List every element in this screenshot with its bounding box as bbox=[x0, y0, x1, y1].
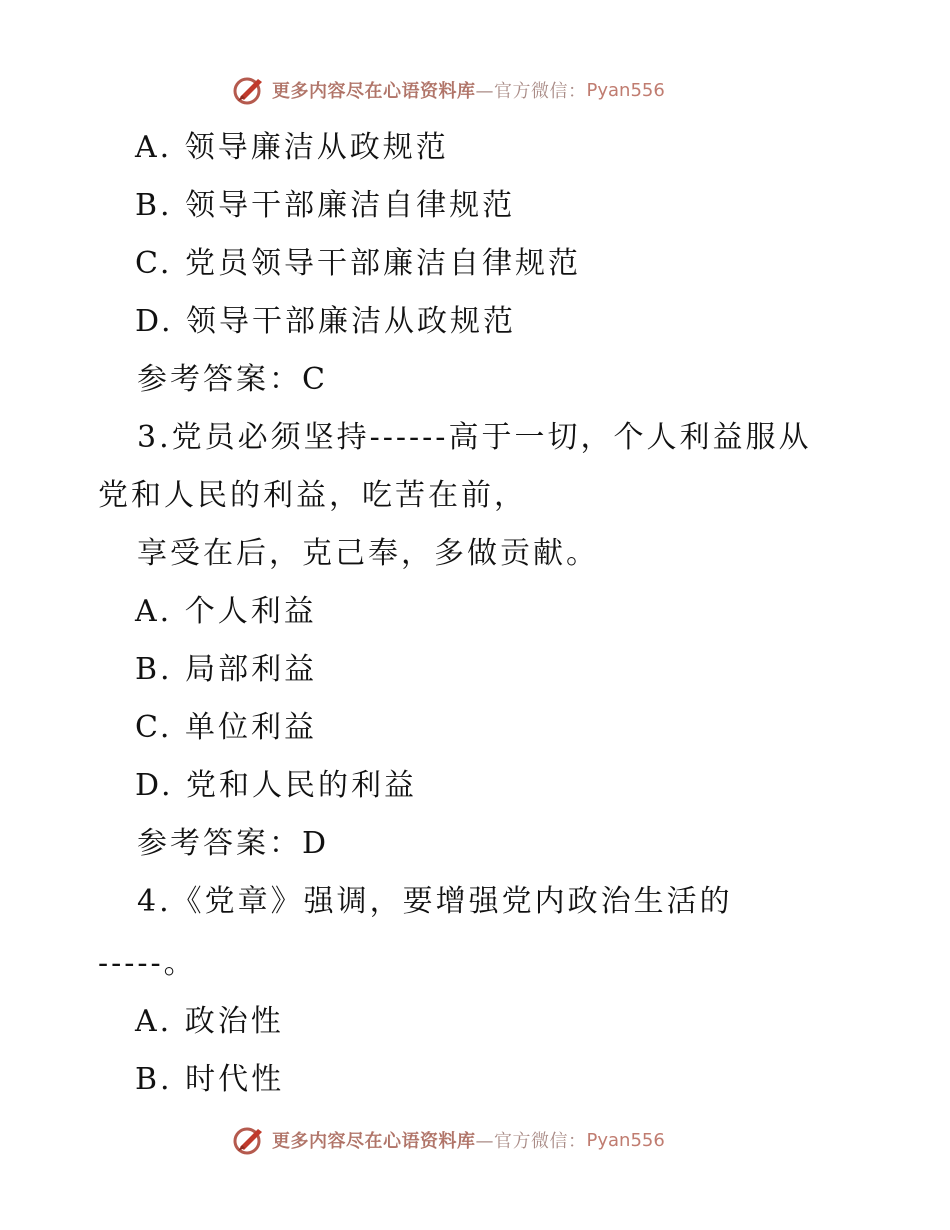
banner-lead-text: 更多内容尽在心语资料库 bbox=[272, 1131, 476, 1152]
banner-lead-text: 更多内容尽在心语资料库 bbox=[272, 81, 476, 102]
banner-wechat-label: —官方微信： bbox=[475, 81, 587, 102]
answer-q2: 参考答案：C bbox=[137, 362, 328, 397]
question-4-text: 4.《党章》强调，要增强党内政治生活的 bbox=[137, 884, 733, 919]
quill-pen-logo-icon bbox=[232, 1123, 266, 1157]
option-c-q2: C. 党员领导干部廉洁自律规范 bbox=[135, 246, 581, 281]
banner-wechat-handle: Pyan556 bbox=[586, 79, 665, 101]
option-d-q2: D. 领导干部廉洁从政规范 bbox=[135, 304, 517, 339]
question-4-blank: -----。 bbox=[98, 946, 197, 981]
question-3-continuation: 党和人民的利益，吃苦在前， bbox=[98, 478, 527, 513]
banner-wechat-handle: Pyan556 bbox=[586, 1129, 665, 1151]
option-a-q4: A. 政治性 bbox=[135, 1004, 284, 1039]
banner-wechat-label: —官方微信： bbox=[475, 1131, 587, 1152]
question-3-continuation-2: 享受在后，克己奉，多做贡献。 bbox=[137, 536, 599, 571]
option-b-q2: B. 领导干部廉洁自律规范 bbox=[135, 188, 516, 223]
quill-pen-logo-icon bbox=[232, 73, 266, 107]
option-d-q3: D. 党和人民的利益 bbox=[135, 768, 418, 803]
option-a-q3: A. 个人利益 bbox=[135, 594, 317, 629]
footer-banner bbox=[232, 1122, 665, 1158]
header-banner bbox=[232, 72, 665, 108]
answer-q3: 参考答案：D bbox=[137, 826, 330, 861]
option-a-q2: A. 领导廉洁从政规范 bbox=[135, 130, 449, 165]
option-c-q3: C. 单位利益 bbox=[135, 710, 317, 745]
question-3-text: 3.党员必须坚持------高于一切，个人利益服从 bbox=[137, 420, 812, 455]
option-b-q4: B. 时代性 bbox=[135, 1062, 285, 1097]
option-b-q3: B. 局部利益 bbox=[135, 652, 318, 687]
